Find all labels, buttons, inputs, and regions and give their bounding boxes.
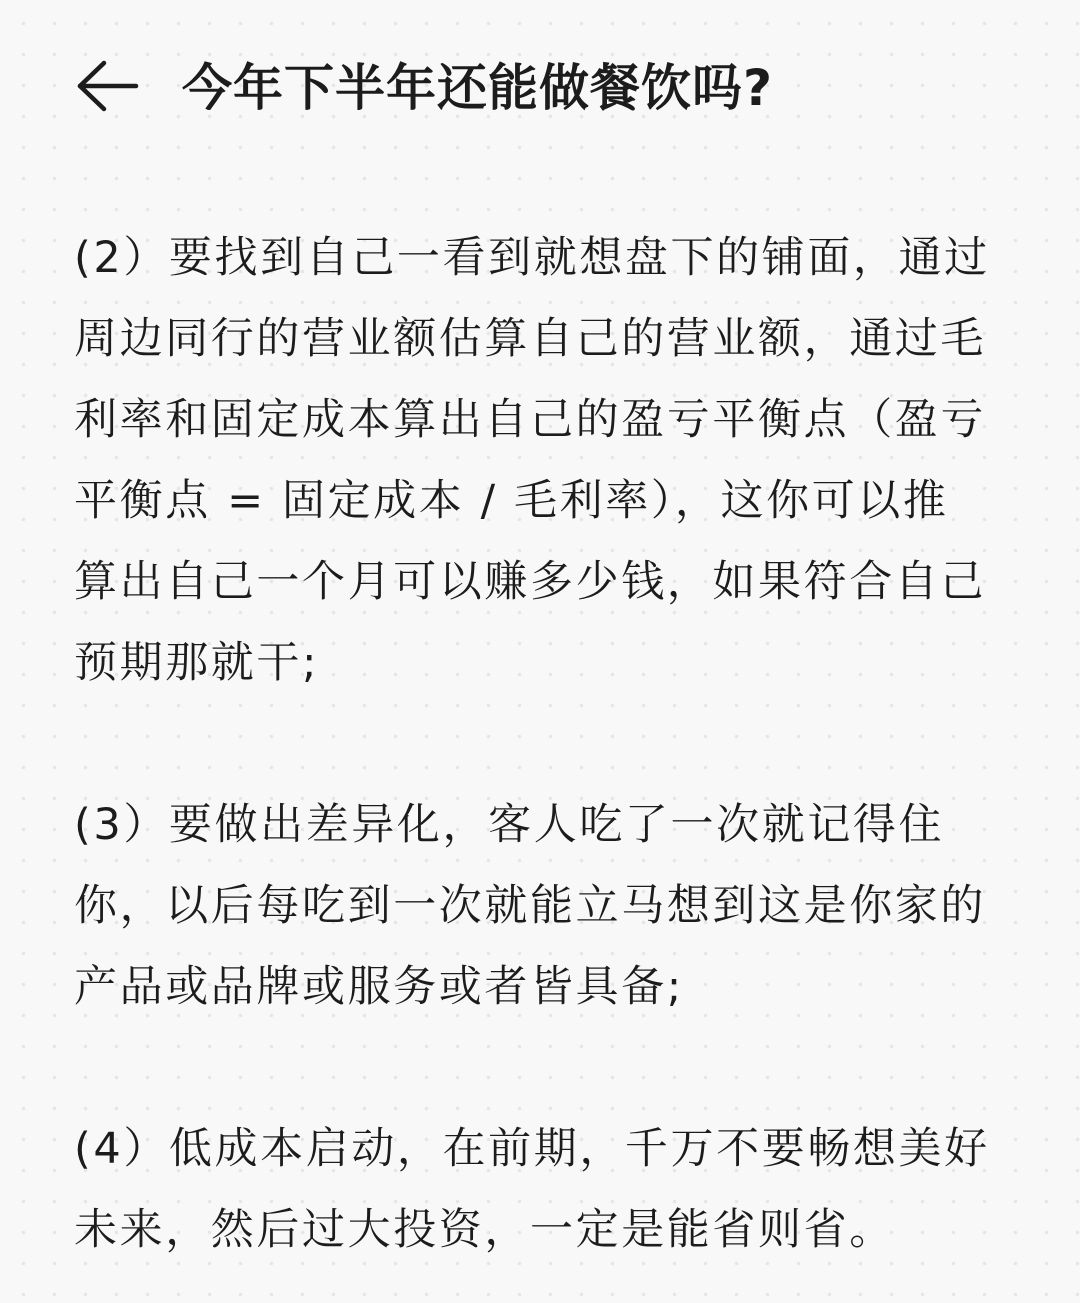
article-body xyxy=(74,218,994,1271)
back-button[interactable] xyxy=(74,58,140,114)
arrow-left-icon xyxy=(74,58,140,114)
top-bar xyxy=(0,48,1080,128)
page-title: 今年下半年还能做餐饮吗? xyxy=(182,59,774,117)
paragraph-2: (2）要找到自己一看到就想盘下的铺面，通过周边同行的营业额估算自己的营业额，通过毛利率和固定成本算出自己的盈亏平衡点（盈亏平衡点 = 固定成本 / 毛利率），这你可以推算出自己一个月可以赚多少钱，如果符合自己预期那就干; xyxy=(74,233,990,688)
paragraph-4: (4）低成本启动，在前期，千万不要畅想美好未来，然后过大投资，一定是能省则省。 xyxy=(74,1124,990,1255)
paragraph-3: (3）要做出差异化，客人吃了一次就记得住你，以后每吃到一次就能立马想到这是你家的产品或品牌或服务或者皆具备; xyxy=(74,800,986,1012)
